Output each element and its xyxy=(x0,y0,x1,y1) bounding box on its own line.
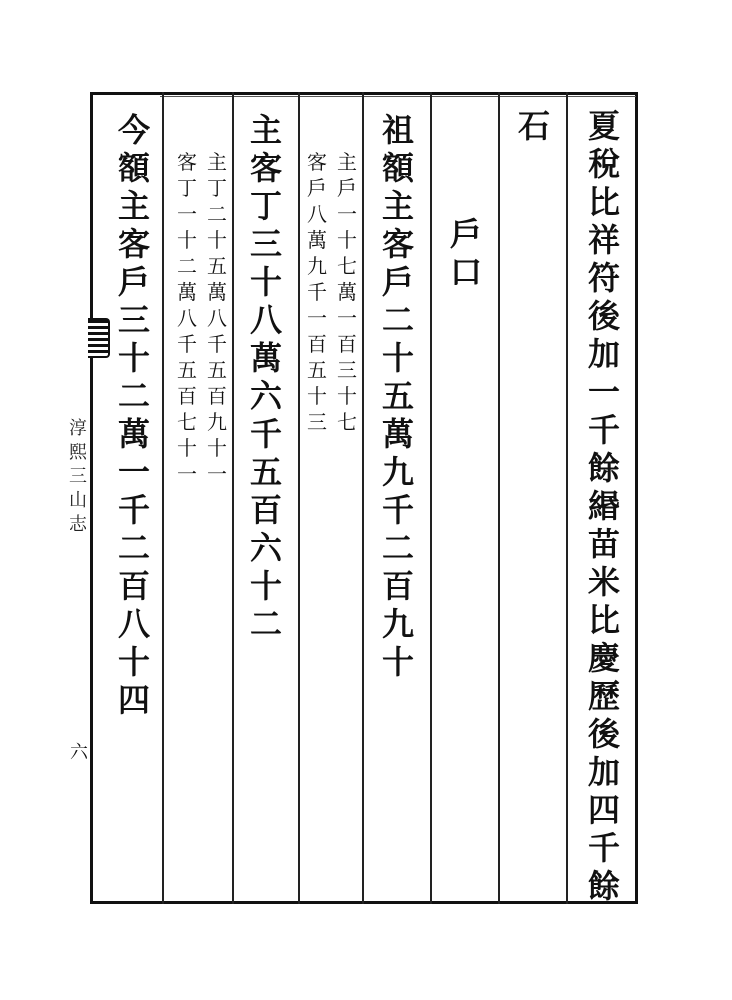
fore-edge-title xyxy=(66,420,90,540)
text-column xyxy=(582,107,626,908)
glyph: 十 xyxy=(381,643,414,681)
glyph: 一 xyxy=(307,306,327,330)
glyph: 祖 xyxy=(381,111,414,149)
glyph: 主 xyxy=(117,187,150,225)
glyph: 十 xyxy=(249,567,282,605)
glyph: 比 xyxy=(587,183,620,221)
glyph: 四 xyxy=(117,681,150,719)
glyph: 緡 xyxy=(587,487,620,525)
glyph: 九 xyxy=(381,453,414,491)
glyph: 一 xyxy=(207,462,227,486)
folio-number: 六 xyxy=(70,742,88,763)
glyph: 比 xyxy=(587,601,620,639)
glyph: 一 xyxy=(337,202,357,226)
note-column xyxy=(174,152,200,490)
glyph: 九 xyxy=(381,605,414,643)
note-column xyxy=(304,152,330,438)
glyph: 主 xyxy=(249,111,282,149)
glyph: 一 xyxy=(117,453,150,491)
glyph: 二 xyxy=(117,377,150,415)
column-rule xyxy=(232,92,234,904)
glyph: 萬 xyxy=(381,415,414,453)
glyph: 戶 xyxy=(381,263,414,301)
glyph: 主 xyxy=(381,187,414,225)
glyph: 萬 xyxy=(117,415,150,453)
page-frame xyxy=(90,92,638,904)
glyph: 額 xyxy=(117,149,150,187)
glyph: 今 xyxy=(117,111,150,149)
glyph: 餘 xyxy=(587,449,620,487)
glyph: 九 xyxy=(307,254,327,278)
glyph: 千 xyxy=(207,332,227,356)
glyph: 七 xyxy=(337,254,357,278)
glyph: 二 xyxy=(249,605,282,643)
glyph: 客 xyxy=(381,225,414,263)
glyph: 石 xyxy=(517,107,550,145)
column-rule xyxy=(362,92,364,904)
glyph: 山 xyxy=(69,490,87,511)
glyph: 萬 xyxy=(207,280,227,304)
column-rule xyxy=(430,92,432,904)
glyph: 三 xyxy=(117,301,150,339)
glyph: 千 xyxy=(587,411,620,449)
glyph: 十 xyxy=(337,228,357,252)
glyph: 二 xyxy=(381,301,414,339)
glyph: 四 xyxy=(587,791,620,829)
glyph: 十 xyxy=(117,339,150,377)
text-column xyxy=(112,111,156,722)
glyph: 五 xyxy=(381,377,414,415)
glyph: 二 xyxy=(177,254,197,278)
glyph: 七 xyxy=(337,410,357,434)
glyph: 百 xyxy=(337,332,357,356)
glyph: 五 xyxy=(249,453,282,491)
glyph: 十 xyxy=(177,228,197,252)
glyph: 二 xyxy=(207,202,227,226)
glyph: 主 xyxy=(337,150,357,174)
glyph: 五 xyxy=(207,254,227,278)
glyph: 口 xyxy=(449,253,482,291)
glyph: 三 xyxy=(69,466,87,487)
glyph: 戶 xyxy=(337,176,357,200)
glyph: 三 xyxy=(337,358,357,382)
glyph: 百 xyxy=(207,384,227,408)
glyph: 百 xyxy=(117,567,150,605)
glyph: 千 xyxy=(307,280,327,304)
fish-tail-mark xyxy=(88,318,110,358)
text-column xyxy=(244,111,288,646)
text-column xyxy=(512,107,556,148)
column-rule xyxy=(298,92,300,904)
glyph: 一 xyxy=(337,306,357,330)
glyph: 六 xyxy=(249,529,282,567)
glyph: 九 xyxy=(207,410,227,434)
glyph: 二 xyxy=(117,529,150,567)
glyph: 三 xyxy=(249,225,282,263)
glyph: 五 xyxy=(207,358,227,382)
glyph: 八 xyxy=(177,306,197,330)
glyph: 六 xyxy=(249,377,282,415)
glyph: 額 xyxy=(381,149,414,187)
glyph: 萬 xyxy=(249,339,282,377)
glyph: 慶 xyxy=(587,639,620,677)
glyph: 客 xyxy=(249,149,282,187)
glyph: 千 xyxy=(177,332,197,356)
glyph: 米 xyxy=(587,563,620,601)
glyph: 十 xyxy=(177,436,197,460)
glyph: 千 xyxy=(381,491,414,529)
glyph: 戶 xyxy=(449,215,482,253)
glyph: 餘 xyxy=(587,867,620,905)
glyph: 丁 xyxy=(177,176,197,200)
glyph: 主 xyxy=(207,150,227,174)
glyph: 五 xyxy=(177,358,197,382)
glyph: 十 xyxy=(207,436,227,460)
glyph: 戶 xyxy=(117,263,150,301)
glyph: 客 xyxy=(117,225,150,263)
glyph: 熙 xyxy=(69,442,87,463)
glyph: 八 xyxy=(207,306,227,330)
glyph: 二 xyxy=(381,529,414,567)
glyph: 後 xyxy=(587,297,620,335)
glyph: 五 xyxy=(307,358,327,382)
glyph: 八 xyxy=(307,202,327,226)
glyph: 一 xyxy=(587,373,620,411)
section-heading xyxy=(444,215,488,294)
note-column xyxy=(334,152,360,438)
glyph: 十 xyxy=(381,339,414,377)
glyph: 戶 xyxy=(307,176,327,200)
glyph: 三 xyxy=(307,410,327,434)
glyph: 十 xyxy=(337,384,357,408)
glyph: 歷 xyxy=(587,677,620,715)
glyph: 十 xyxy=(249,263,282,301)
note-column xyxy=(204,152,230,490)
glyph: 丁 xyxy=(249,187,282,225)
glyph: 客 xyxy=(307,150,327,174)
glyph: 志 xyxy=(69,514,87,535)
glyph: 十 xyxy=(117,643,150,681)
glyph: 千 xyxy=(587,829,620,867)
column-rule xyxy=(566,92,568,904)
glyph: 十 xyxy=(307,384,327,408)
glyph: 百 xyxy=(177,384,197,408)
glyph: 萬 xyxy=(307,228,327,252)
glyph: 稅 xyxy=(587,145,620,183)
glyph: 百 xyxy=(381,567,414,605)
glyph: 符 xyxy=(587,259,620,297)
glyph: 客 xyxy=(177,150,197,174)
glyph: 七 xyxy=(177,410,197,434)
glyph: 八 xyxy=(117,605,150,643)
glyph: 十 xyxy=(207,228,227,252)
column-rule xyxy=(162,92,164,904)
glyph: 加 xyxy=(587,753,620,791)
glyph: 淳 xyxy=(69,418,87,439)
glyph: 百 xyxy=(249,491,282,529)
glyph: 丁 xyxy=(207,176,227,200)
glyph: 後 xyxy=(587,715,620,753)
glyph: 苗 xyxy=(587,525,620,563)
glyph: 千 xyxy=(249,415,282,453)
column-rule xyxy=(498,92,500,904)
glyph: 祥 xyxy=(587,221,620,259)
glyph: 夏 xyxy=(587,107,620,145)
glyph: 加 xyxy=(587,335,620,373)
glyph: 一 xyxy=(177,202,197,226)
glyph: 萬 xyxy=(337,280,357,304)
glyph: 百 xyxy=(307,332,327,356)
glyph: 千 xyxy=(117,491,150,529)
glyph: 一 xyxy=(177,462,197,486)
glyph: 萬 xyxy=(177,280,197,304)
glyph: 八 xyxy=(249,301,282,339)
text-column xyxy=(376,111,420,684)
